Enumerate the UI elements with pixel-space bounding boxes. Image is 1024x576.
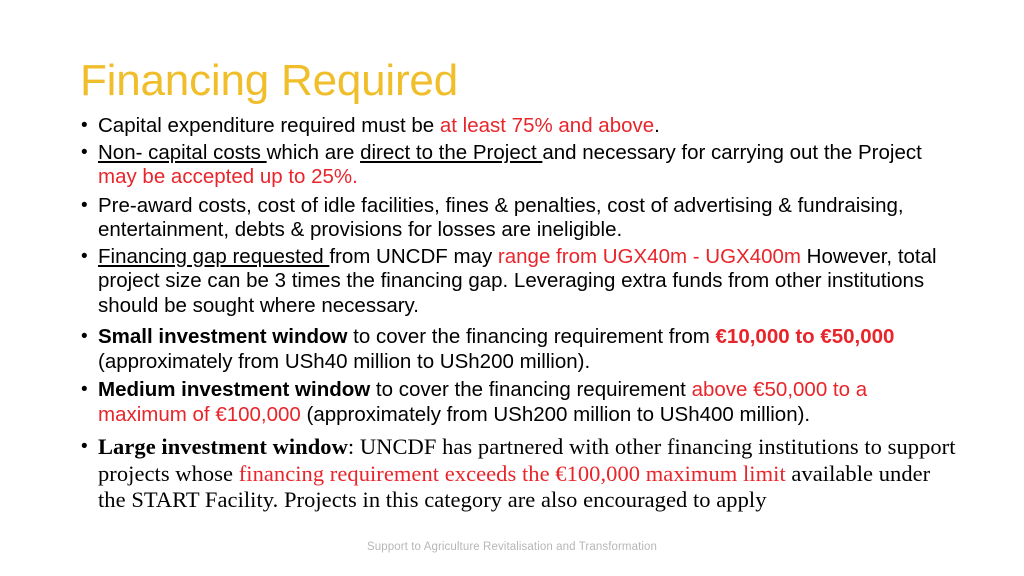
text-run: may be accepted up to 25%. [98, 165, 358, 188]
text-run: and necessary for carrying out the Project [542, 140, 922, 164]
text-run: above €50,000 to a maximum of €100,000 [98, 378, 868, 426]
bullet-capital-expenditure [78, 114, 958, 139]
text-run: range from UGX40m - UGX400m [497, 244, 801, 268]
text-run: . [654, 114, 660, 137]
text-run: Small investment window [98, 325, 348, 348]
text-run: to cover the financing requirement from [347, 325, 716, 348]
bullet-financing-gap [78, 245, 958, 319]
bullet-medium-investment-window [78, 378, 958, 427]
text-run: Capital expenditure required must be [98, 114, 440, 137]
text-run: : UNCDF has partnered with other financing institutions to support projects whose [98, 434, 956, 486]
bullet-large-investment-window [78, 434, 958, 514]
text-run: (approximately from USh40 million to USh200 million). [98, 349, 591, 373]
bullet-list [78, 114, 958, 516]
text-run: at least 75% and above [439, 114, 655, 137]
text-run: Pre-award costs, cost of idle facilities, fines & penalties, cost of advertising & fundraising, entertainment, debts & provisions for losses are ineligible. [98, 193, 904, 241]
text-run: available under the START Facility. Projects in this category are also encouraged to apply [98, 460, 931, 512]
bullet-ineligible-costs [78, 194, 958, 243]
text-run: Medium investment window [98, 378, 371, 401]
slide-footer: Support to Agriculture Revitalisation and Transformation [366, 541, 658, 553]
bullet-small-investment-window [78, 325, 958, 374]
text-run: direct to the Project [360, 140, 543, 164]
text-run: from UNCDF may [329, 244, 498, 268]
text-run: Large investment window [98, 434, 348, 459]
text-run: €10,000 to €50,000 [715, 325, 895, 348]
page-title: Financing Required [80, 56, 458, 105]
text-run: Non- capital costs [98, 140, 267, 164]
text-run: Financing gap requested [98, 244, 330, 268]
bullet-non-capital-costs [78, 141, 958, 190]
text-run: which are [266, 140, 361, 164]
text-run: to cover the financing requirement [370, 378, 692, 401]
text-run: However, total project size can be 3 times the financing gap. Leveraging extra funds from other institutions should be sought where necessary. [98, 244, 937, 317]
text-run: financing requirement exceeds the €100,000 maximum limit [238, 460, 786, 486]
text-run: (approximately from USh200 million to USh400 million). [300, 402, 811, 426]
